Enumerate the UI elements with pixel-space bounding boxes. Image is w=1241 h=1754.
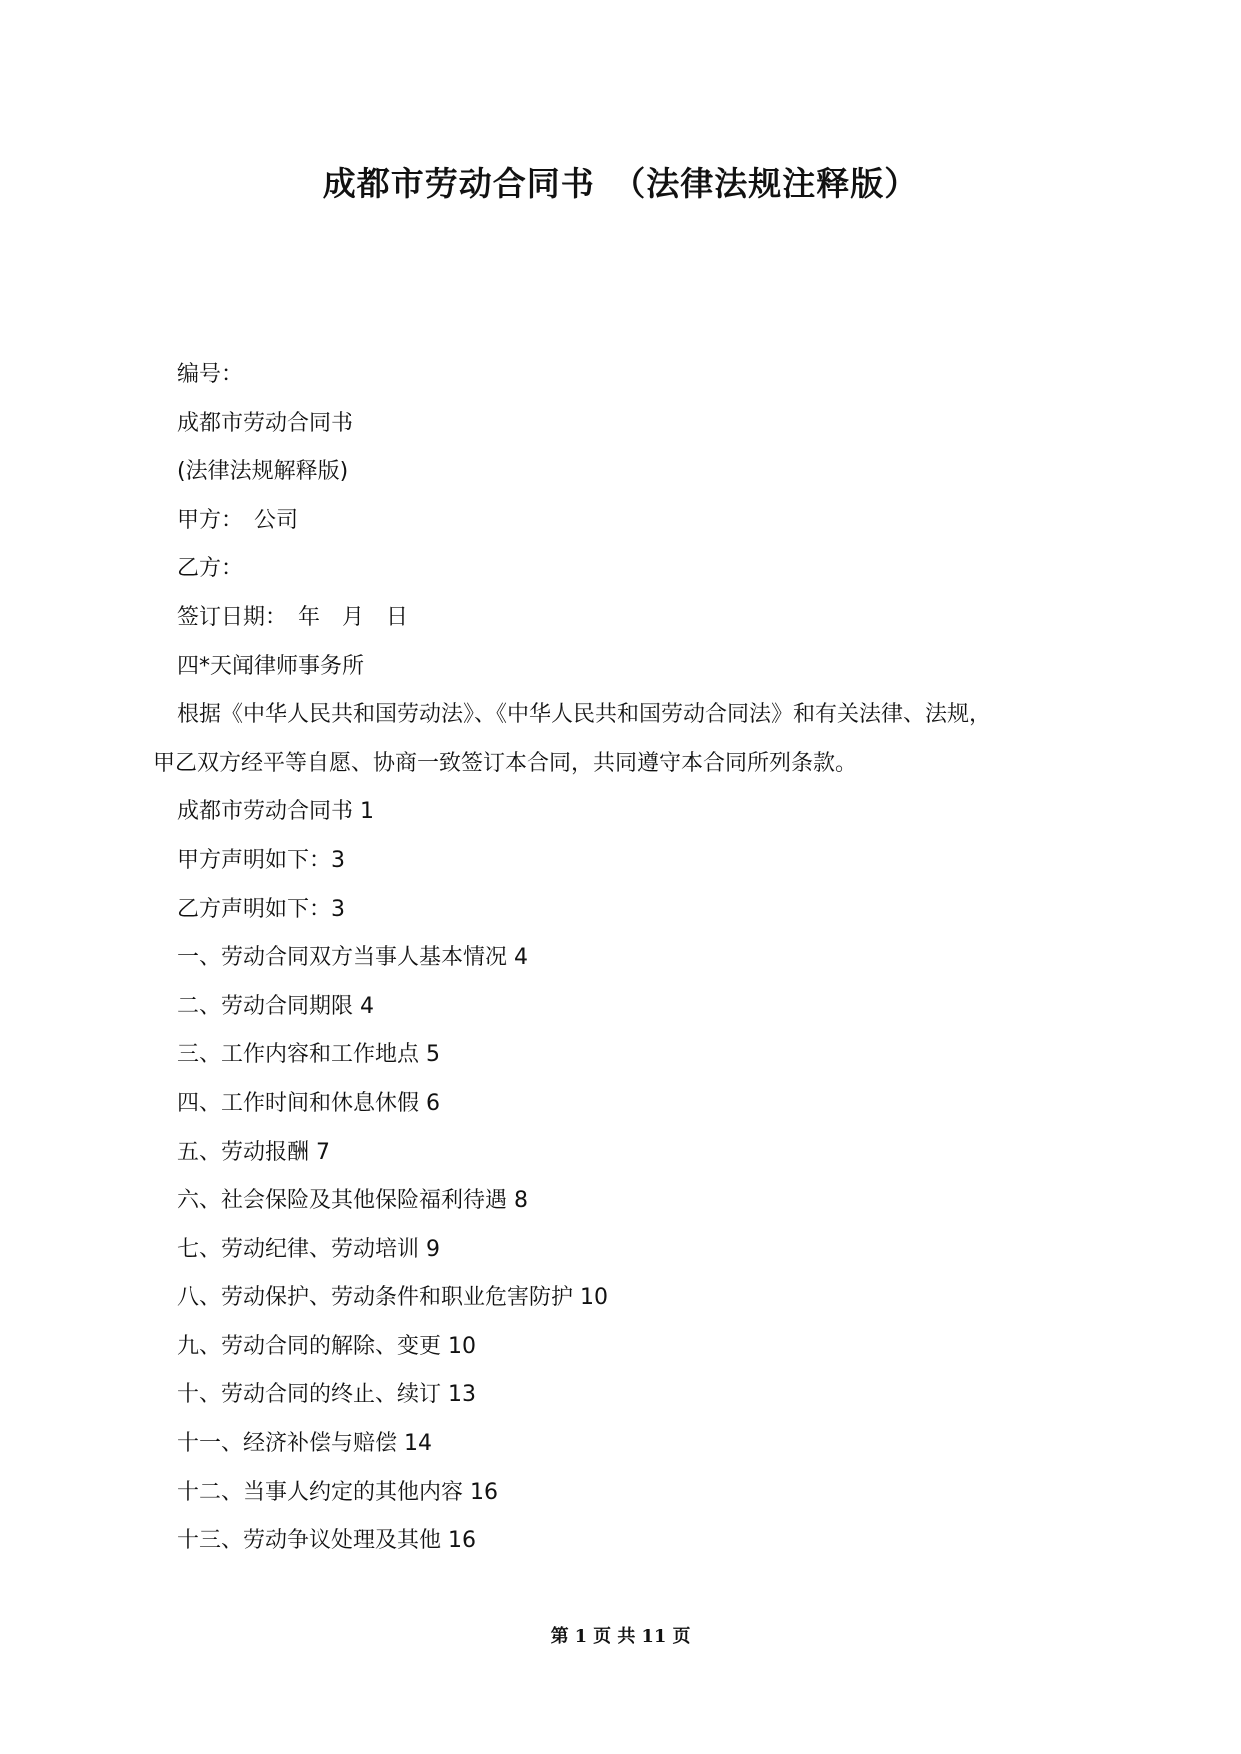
toc-item: 甲方声明如下：3 xyxy=(177,847,345,873)
party-b-line: 乙方： xyxy=(177,556,244,582)
toc-item: 九、劳动合同的解除、变更 10 xyxy=(177,1333,476,1359)
toc-item: 四、工作时间和休息休假 6 xyxy=(177,1090,440,1116)
preamble-paragraph-line-1: 根据《中华人民共和国劳动法》、《中华人民共和国劳动合同法》和有关法律、法规， xyxy=(177,702,992,728)
toc-item: 十三、劳动争议处理及其他 16 xyxy=(177,1528,476,1554)
footer-prefix: 第 xyxy=(550,1626,569,1647)
signing-date-line: 签订日期： 年 月 日 xyxy=(177,604,409,630)
page-footer xyxy=(0,1622,1241,1648)
toc-item: 十一、经济补偿与赔偿 14 xyxy=(177,1431,432,1457)
toc-item: 三、工作内容和工作地点 5 xyxy=(177,1042,440,1068)
law-firm-line: 四*天闻律师事务所 xyxy=(177,653,365,679)
contract-edition: (法律法规解释版) xyxy=(177,459,349,485)
contract-number-label: 编号： xyxy=(177,362,244,387)
toc-item: 七、劳动纪律、劳动培训 9 xyxy=(177,1236,440,1262)
toc-item: 十二、当事人约定的其他内容 16 xyxy=(177,1479,498,1505)
document-body xyxy=(153,351,1113,1566)
toc-item: 乙方声明如下：3 xyxy=(177,896,345,922)
party-a-line: 甲方： 公司 xyxy=(177,507,299,533)
toc-item: 一、劳动合同双方当事人基本情况 4 xyxy=(177,945,528,971)
footer-mid: 页 共 xyxy=(593,1626,636,1647)
preamble-paragraph-line-2: 甲乙双方经平等自愿、协商一致签订本合同，共同遵守本合同所列条款。 xyxy=(153,750,858,776)
document-title: 成都市劳动合同书 （法律法规注释版） xyxy=(322,164,919,203)
contract-name: 成都市劳动合同书 xyxy=(177,410,354,436)
toc-item: 成都市劳动合同书 1 xyxy=(177,799,374,825)
toc-item: 六、社会保险及其他保险福利待遇 8 xyxy=(177,1188,528,1214)
toc-item: 八、劳动保护、劳动条件和职业危害防护 10 xyxy=(177,1285,608,1311)
footer-suffix: 页 xyxy=(672,1626,691,1647)
footer-page-number: 1 xyxy=(574,1626,588,1647)
toc-item: 二、劳动合同期限 4 xyxy=(177,993,374,1019)
toc-item: 十、劳动合同的终止、续订 13 xyxy=(177,1382,476,1408)
footer-total-pages: 11 xyxy=(641,1626,667,1647)
toc-item: 五、劳动报酬 7 xyxy=(177,1139,330,1165)
